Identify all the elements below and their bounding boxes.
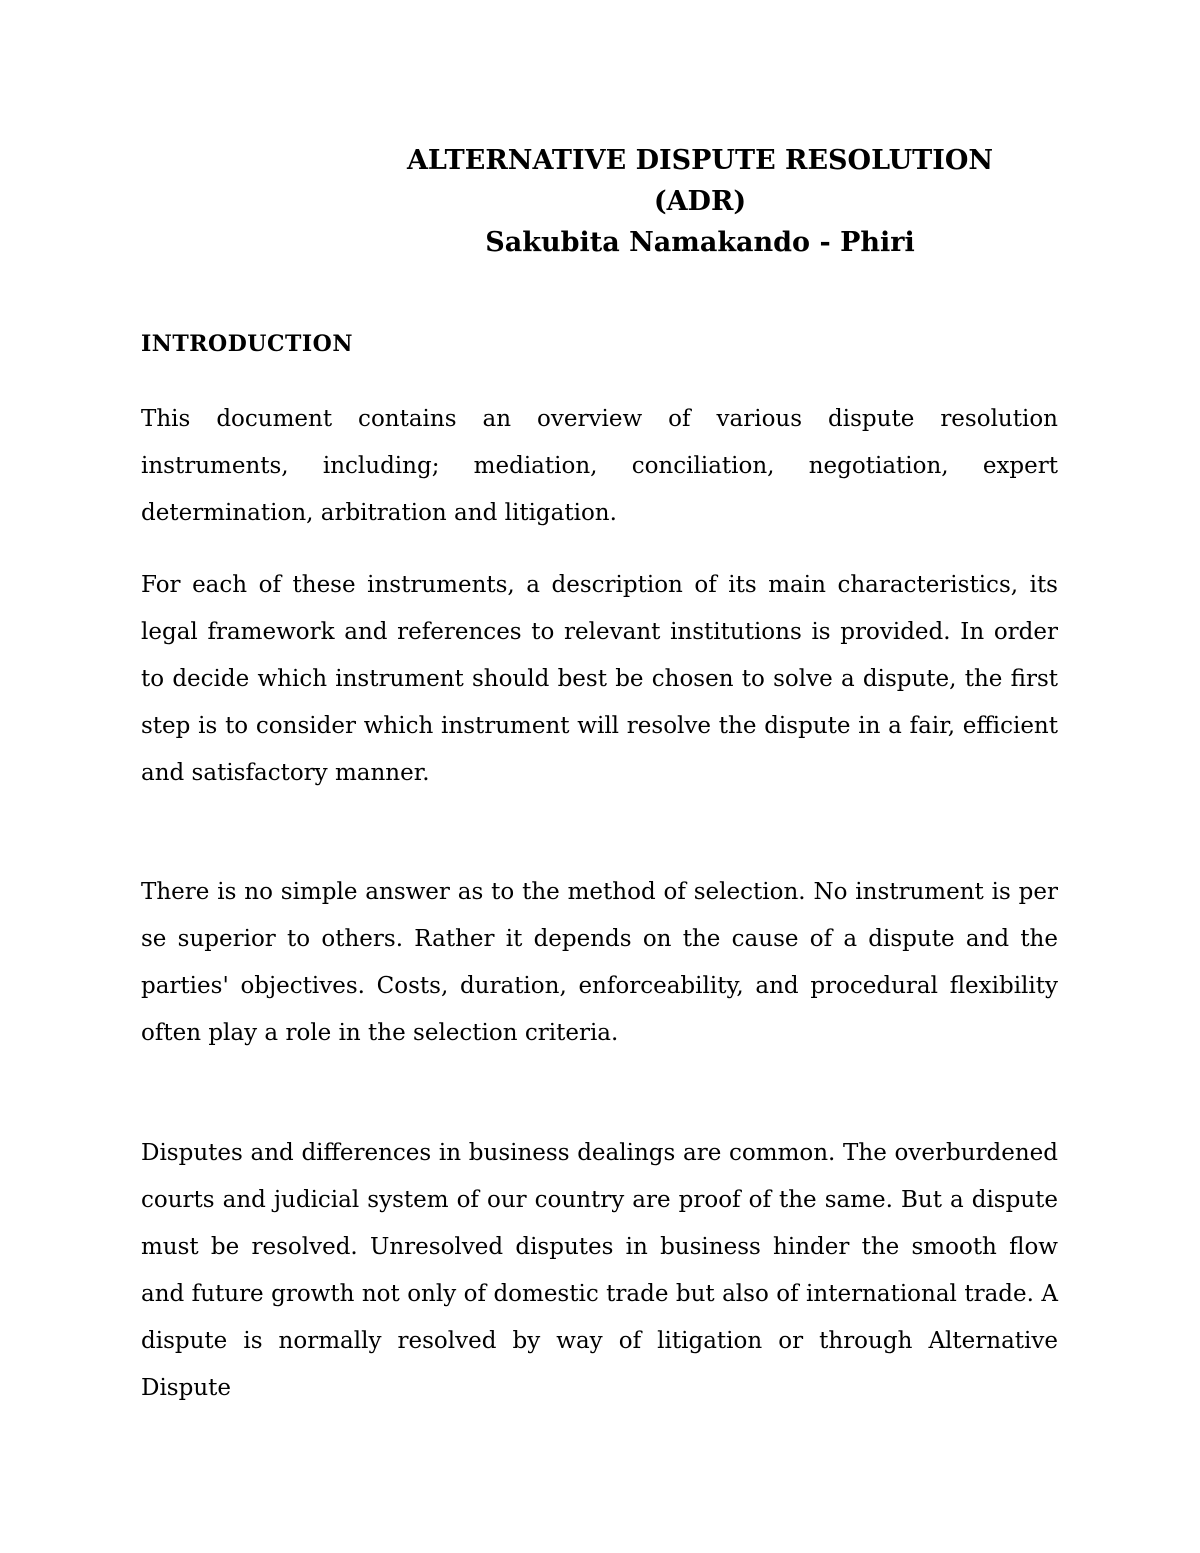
document-subtitle: (ADR) — [653, 186, 747, 217]
paragraph-4: Disputes and differences in business dealings are common. The overburdened courts and judicial system of our country are proof of the same. But a dispute must be resolved. Unresolved disputes in business hinder the smooth flow and future growth not only of domestic trade but also of international trade. A dispute is normally resolved by way of litigation or through Alternative Dispute — [141, 1140, 1058, 1401]
document-title: ALTERNATIVE DISPUTE RESOLUTION — [406, 145, 994, 176]
paragraph-3: There is no simple answer as to the method of selection. No instrument is per se superior to others. Rather it depends on the cause of a dispute and the parties' objectives. Costs, duration, enforceability, and procedural flexibility often play a role in the selection criteria. — [141, 879, 1058, 1046]
document-author: Sakubita Namakando - Phiri — [485, 227, 915, 258]
title-block — [320, 140, 1080, 263]
paragraph-1: This document contains an overview of various dispute resolution instruments, including; mediation, conciliation, negotiation, expert determination, arbitration and litigation. — [141, 406, 1058, 526]
paragraph-2: For each of these instruments, a description of its main characteristics, its legal framework and references to relevant institutions is provided. In order to decide which instrument should best be chosen to solve a dispute, the first step is to consider which instrument will resolve the dispute in a fair, efficient and satisfactory manner. — [141, 572, 1058, 786]
section-heading: INTRODUCTION — [141, 331, 353, 357]
